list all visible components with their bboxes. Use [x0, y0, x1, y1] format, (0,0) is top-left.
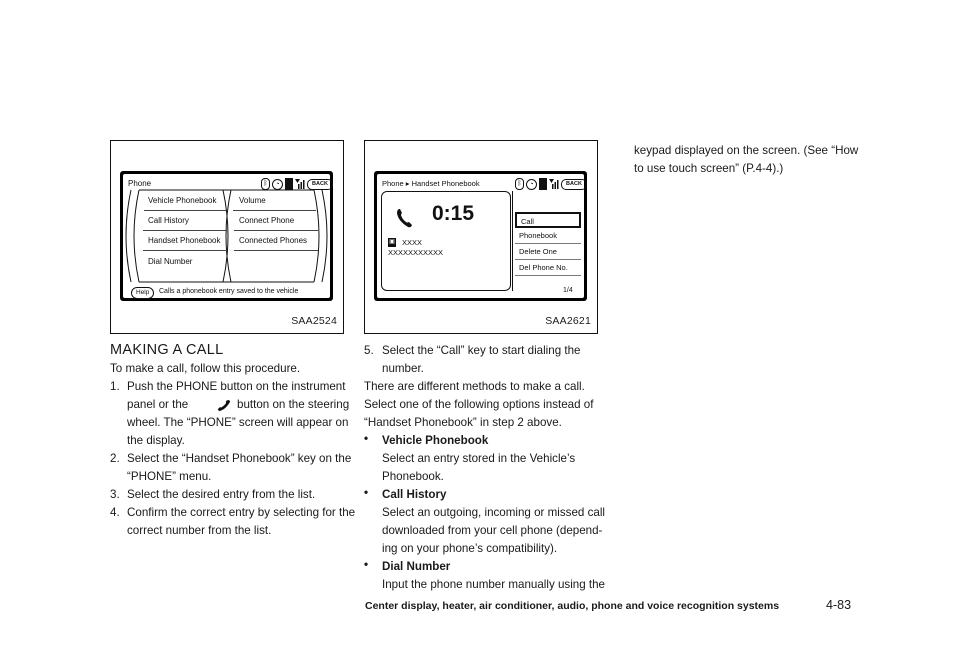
menu-vehicle-phonebook[interactable]: Vehicle Phonebook [148, 196, 217, 205]
step-1-line: the display. [127, 434, 185, 447]
option-del-phone-no[interactable]: Del Phone No. [515, 260, 581, 276]
options-divider [512, 191, 513, 291]
phone-menu-screen [120, 171, 333, 301]
screen-title: Phone [128, 179, 152, 188]
step-3-line: Select the desired entry from the list. [127, 488, 316, 501]
step-1-line: wheel. The “PHONE” screen will appear on [127, 416, 349, 429]
figure-phone-menu [110, 140, 344, 334]
menu-call-history[interactable]: Call History [148, 216, 189, 225]
menu-divider [233, 210, 316, 211]
menu-divider [143, 250, 227, 251]
signal-icon [549, 179, 559, 189]
bullet-line: Input the phone number manually using the [382, 578, 606, 591]
menu-divider [234, 250, 318, 251]
step-4-line: Confirm the correct entry by selecting for the [127, 506, 356, 519]
step-number: 2. [110, 452, 120, 465]
call-timer: 0:15 [432, 202, 475, 225]
phone-menu-display [123, 174, 330, 298]
contact-number: XXXXXXXXXXX [388, 248, 444, 257]
bullet-line: Select an outgoing, incoming or missed call [382, 506, 605, 519]
step-number: 1. [110, 380, 120, 393]
step-1-line: button on the steering [237, 398, 350, 411]
call-options-list [515, 212, 581, 282]
help-text: Calls a phonebook entry saved to the vehicle [159, 288, 299, 295]
step-2-line: Select the “Handset Phonebook” key on the [127, 452, 352, 465]
option-call[interactable]: Call [515, 212, 581, 228]
step-number: 4. [110, 506, 120, 519]
step-5-line: Select the “Call” key to start dialing the [382, 344, 581, 357]
figure-handset-phonebook [364, 140, 598, 334]
step-5-line: number. [382, 362, 424, 375]
bluetooth-icon: ᛒ [261, 178, 270, 190]
figure-caption: SAA2524 [291, 315, 337, 327]
figure-caption: SAA2621 [545, 315, 591, 327]
continued-line: to use touch screen” (P.4-4).) [634, 162, 784, 175]
bluetooth-icon: ᛒ [515, 178, 524, 190]
back-button-icon[interactable]: BACK [561, 179, 587, 190]
bullet-title: Vehicle Phonebook [382, 434, 489, 447]
bullet-line: downloaded from your cell phone (depend- [382, 524, 603, 537]
handset-phonebook-display [377, 174, 584, 298]
menu-divider [144, 210, 226, 211]
contact-name: XXXX [402, 238, 423, 247]
recording-icon: ◔ [272, 179, 283, 190]
page-indicator: 1/4 [563, 287, 573, 294]
step-1-line: Push the PHONE button on the instrument [127, 380, 346, 393]
handset-phonebook-screen [374, 171, 587, 301]
step-1-line: panel or the [127, 398, 189, 411]
methods-intro-line: “Handset Phonebook” in step 2 above. [364, 416, 562, 429]
intro-text: To make a call, follow this procedure. [110, 362, 301, 375]
step-2-line: “PHONE” menu. [127, 470, 212, 483]
continued-line: keypad displayed on the screen. (See “How [634, 144, 859, 157]
chapter-title: Center display, heater, air conditioner, audio, phone and voice recognition systems [365, 600, 780, 612]
battery-icon [539, 178, 547, 190]
option-delete-one[interactable]: Delete One [515, 244, 581, 260]
bullet-dot: • [364, 486, 369, 499]
menu-divider [234, 230, 318, 231]
recording-icon: ◔ [526, 179, 537, 190]
menu-handset-phonebook[interactable]: Handset Phonebook [148, 236, 221, 245]
methods-intro-line: There are different methods to make a call. [364, 380, 585, 393]
menu-dial-number[interactable]: Dial Number [148, 257, 193, 266]
phone-handset-icon [396, 208, 414, 228]
bullet-dot: • [364, 558, 369, 571]
call-status-panel [381, 191, 511, 291]
menu-connected-phones[interactable]: Connected Phones [239, 236, 308, 245]
bullet-title: Call History [382, 488, 447, 501]
option-phonebook[interactable]: Phonebook [515, 228, 581, 244]
help-button[interactable]: Help [131, 287, 154, 299]
menu-connect-phone[interactable]: Connect Phone [239, 216, 295, 225]
page-number: 4-83 [826, 598, 852, 612]
step-4-line: correct number from the list. [127, 524, 272, 537]
menu-volume[interactable]: Volume [239, 196, 266, 205]
bullet-dot: • [364, 432, 369, 445]
screen-title: Phone ▸ Handset Phonebook [382, 179, 480, 188]
contact-icon: ▣ [389, 239, 395, 245]
step-number: 3. [110, 488, 120, 501]
bullet-line: Select an entry stored in the Vehicle’s [382, 452, 576, 465]
methods-intro-line: Select one of the following options instead of [364, 398, 594, 411]
bullet-title: Dial Number [382, 560, 451, 573]
status-icons [515, 178, 587, 190]
step-number: 5. [364, 344, 374, 357]
steering-phone-icon [217, 399, 231, 412]
bullet-line: Phonebook. [382, 470, 444, 483]
menu-divider [143, 230, 227, 231]
back-button-icon[interactable]: BACK [307, 179, 333, 190]
bullet-line: ing on your phone’s compatibility). [382, 542, 558, 555]
section-heading: MAKING A CALL [110, 342, 224, 358]
